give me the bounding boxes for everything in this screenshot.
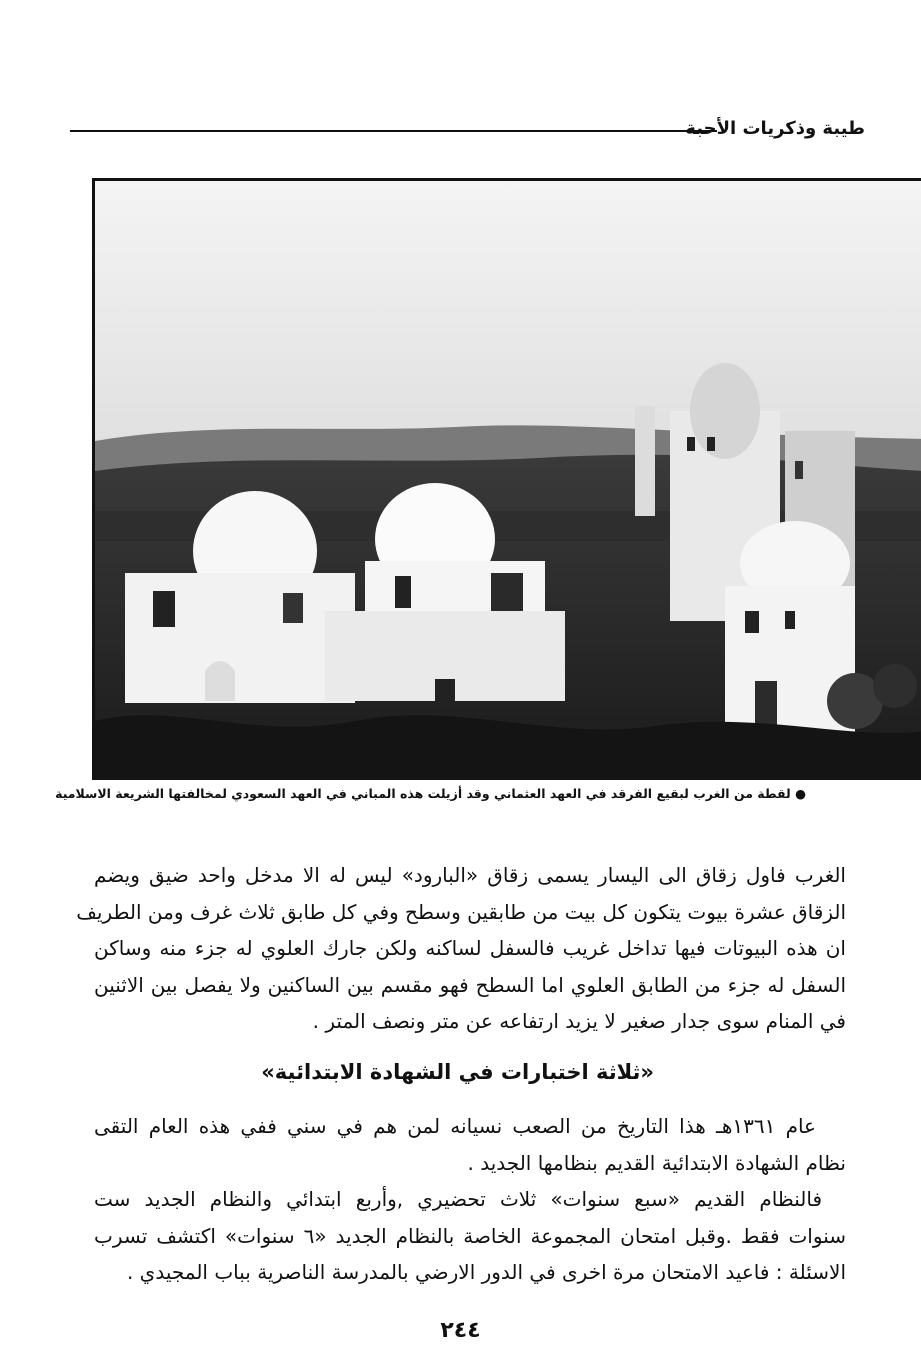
text-line: الغرب فاول زقاق الى اليسار يسمى زقاق «البارود» ليس له الا مدخل واحد ضيق ويضم [94,863,846,887]
baqi-cemetery-photo [92,178,921,780]
text-line: السفل له جزء من الطابق العلوي اما السطح فهو مقسم بين الساكنين ولا يفصل بين الاثنين [94,972,846,997]
photo-caption: ● لقطة من الغرب لبقيع الفرقد في العهد العثماني وقد أزيلت هذه المباني في العهد السعودي لمخالفتها الشريعة الاسلامية [55,786,806,801]
text-line: الاسئلة : فاعيد الامتحان مرة اخرى في الدور الارضي بالمدرسة الناصرية بباب المجيدي . [126,1260,846,1284]
paragraph-alley [76,857,846,1040]
text-line: نظام الشهادة الابتدائية القديم بنظامها الجديد . [467,1150,846,1175]
section-heading: «ثلاثة اختبارات في الشهادة الابتدائية» [261,1060,654,1084]
text-line: عام ١٣٦١هـ هذا التاريخ من الصعب نسيانه لمن هم في سني ففي هذه العام التقى [94,1114,816,1138]
paragraph-exams [94,1181,846,1291]
running-title: طيبة وذكريات الأحبة [685,118,865,139]
text-line: سنوات فقط .وقبل امتحان المجموعة الخاصة بالنظام الجديد «٦ سنوات» اكتشف تسرب [94,1223,846,1248]
text-line: ان هذه البيوتات فيها تداخل غريب فالسفل لساكنه ولكن جارك العلوي له جزء منه وساكن [94,936,846,960]
text-line: في المنام سوى جدار صغير لا يزيد ارتفاعه عن متر ونصف المتر . [312,1009,846,1033]
page-number: ٢٤٤ [440,1318,481,1343]
running-header [70,116,865,146]
paragraph-year [94,1108,846,1181]
header-rule [70,130,717,132]
text-line: فالنظام القديم «سبع سنوات» ثلاث تحضيري ,وأربع ابتدائي والنظام الجديد ست [94,1187,822,1211]
text-line: الزقاق عشرة بيوت يتكون كل بيت من طابقين وسطح وفي كل طابق ثلاث غرف ومن الطريف [76,899,846,924]
